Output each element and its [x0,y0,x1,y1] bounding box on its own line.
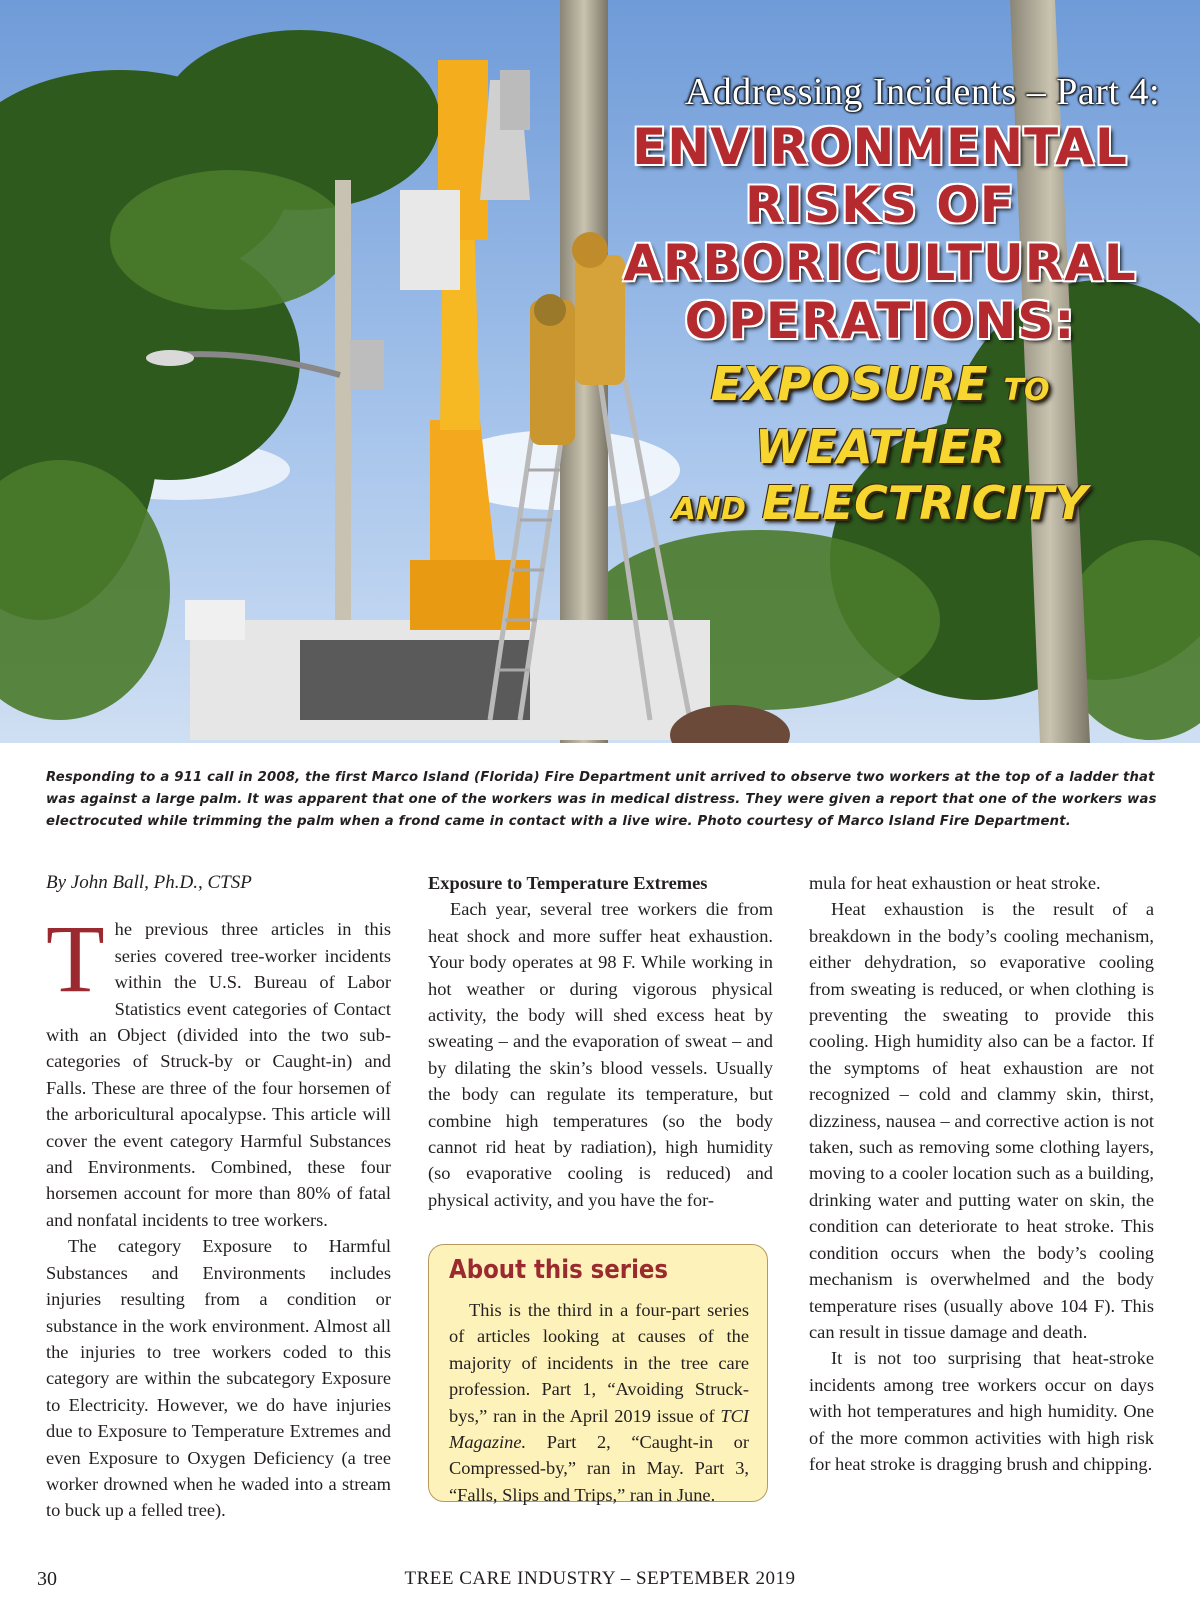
body-paragraph [46,905,391,1233]
headline-line: RISKS OF [745,176,1015,234]
article-column-3 [809,870,1154,1477]
deck-line-1 [600,356,1160,475]
headline-line: ARBORICULTURAL [623,234,1137,292]
magazine-title: TCI Magazine. [449,1405,749,1453]
article-column-2 [428,870,773,1213]
hero-photo [0,0,1200,743]
sidebar-body [449,1297,749,1508]
body-paragraph: The category Exposure to Harmful Substances and Environments includes injuries resulting from a condition or substance in the work environment. Almost all the injuries to tree workers coded to this category are within the subcategory Exposure to Electricity. However, we do have injuries due to Exposure to Temperature Extremes and even Exposure to Oxygen Deficiency (a tree worker drowned when he waded into a stream to buck up a felled tree). [46,1236,391,1521]
body-paragraph: Each year, several tree workers die from heat shock and more suffer heat exhaustion. Your body operates at 98 F. While working in hot weather or during vigorous physical activity, the body will shed excess heat by sweating – and the evaporation of sweat – and by dilating the skin’s blood vessels. Usually the body can regulate its temperature, but combine high temperatures (so the body cannot rid heat by radiation), high humidity (so evaporative cooling is reduced) and physical activity, and you have the for- [428,899,773,1210]
sidebar-text: This is the third in a four-part series of articles looking at causes of the majority of incidents in the tree care profession. Part 1, “Avoiding Struck-bys,” ran in the April 2019 issue of [449,1300,749,1426]
article-headline [600,118,1160,350]
about-series-sidebar [428,1244,768,1505]
headline-line: OPERATIONS: [684,292,1076,350]
body-text: he previous three articles in this series covered tree-worker incidents within the U.S. Bureau of Labor Statistics event categories of Contact with an Object (divided into the two sub-categories of Struck-by or Caught-in) and Falls. These are three of the four horsemen of the arboricultural apocalypse. This article will cover the event category Harmful Substances and Environments. Combined, these four horsemen account for more than 80% of fatal and nonfatal incidents to tree workers. [46,919,391,1230]
deck-word: ELECTRICITY [761,476,1088,530]
article-deck [600,356,1160,538]
title-block [600,70,1160,538]
deck-line-2 [600,475,1160,538]
body-paragraph: Heat exhaustion is the result of a breakdown in the body’s cooling mechanism, either dehydration, so evaporative cooling from sweating is reduced, or when clothing is preventing the sweating to provide this cooling. High humidity also can be a factor. If the symptoms of heat exhaustion are not recognized – cold and clammy skin, thirst, dizziness, nausea – and corrective action is not taken, such as removing some clothing layers, moving to a cooler location such as a building, drinking water and putting water on skin, the condition can deteriorate to heat stroke. This condition occurs when the body’s cooling mechanism is overwhelmed and the body temperature rises (usually above 104 F). This can result in tissue damage and death. [809,899,1154,1342]
drop-cap: T [46,905,105,1013]
sidebar-title: About this series [449,1255,669,1285]
article-column-1 [46,870,391,1524]
headline-line: ENVIRONMENTAL [632,118,1128,176]
deck-word: TO [1003,373,1050,408]
deck-word: EXPOSURE [710,357,988,411]
article-kicker: Addressing Incidents – Part 4: [684,71,1160,113]
deck-word: WEATHER [754,420,1006,474]
deck-word: AND [672,492,746,527]
photo-caption: Responding to a 911 call in 2008, the first Marco Island (Florida) Fire Department unit arrived to observe two workers at the top of a ladder that was against a large palm. It was apparent that one of the workers was in medical distress. They were given a report that one of the workers was electrocuted while trimming the palm when a frond came in contact with a live wire. Photo courtesy of Marco Island Fire Department. [46,770,1157,829]
sidebar-text: Part 2, “Caught-in or Compressed-by,” ran in May. Part 3, “Falls, Slips and Trips,” ran in June. [449,1432,749,1505]
section-heading: Exposure to Temperature Extremes [428,873,708,893]
byline: By John Ball, Ph.D., CTSP [46,872,252,893]
body-paragraph: mula for heat exhaustion or heat stroke. [809,873,1101,893]
running-footer: TREE CARE INDUSTRY – SEPTEMBER 2019 [404,1568,796,1589]
page-number: 30 [37,1568,57,1590]
body-paragraph: It is not too surprising that heat-stroke incidents among tree workers occur on days with hot temperatures and high humidity. One of the more common activities with high risk for heat stroke is dragging brush and chipping. [809,1348,1154,1474]
